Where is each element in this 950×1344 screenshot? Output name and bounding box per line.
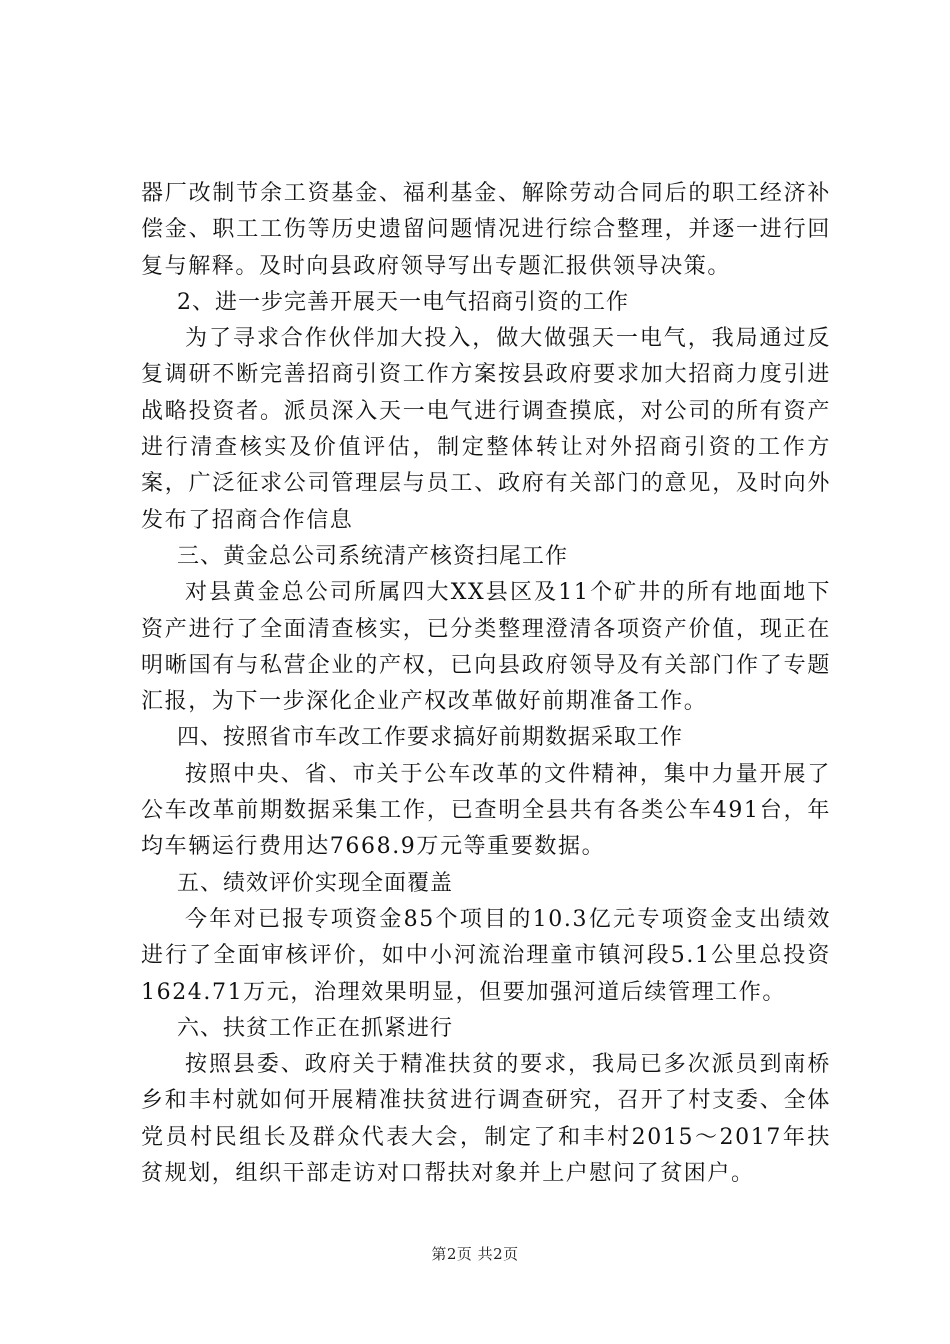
paragraph-gold-company: 对县黄金总公司所属四大XX县区及11个矿井的所有地面地下资产进行了全面清查核实，已分类整理澄清各项资产价值，现正在明晰国有与私营企业的产权，已向县政府领导及有关部门作了专题汇报，为下一步深化企业产权改革做好前期准备工作。: [141, 580, 831, 715]
section-heading-performance: 五、绩效评价实现全面覆盖: [177, 870, 454, 896]
section-heading-investment: 2、进一步完善开展天一电气招商引资的工作: [177, 289, 629, 315]
section-heading-vehicle-reform: 四、按照省市车改工作要求搞好前期数据采取工作: [177, 725, 684, 751]
paragraph-continuation: 器厂改制节余工资基金、福利基金、解除劳动合同后的职工经济补偿金、职工工伤等历史遗留问题情况进行综合整理，并逐一进行回复与解释。及时向县政府领导写出专题汇报供领导决策。: [141, 181, 831, 279]
section-heading-gold-company: 三、黄金总公司系统清产核资扫尾工作: [177, 543, 569, 569]
paragraph-vehicle-reform: 按照中央、省、市关于公车改革的文件精神，集中力量开展了公车改革前期数据采集工作，已查明全县共有各类公车491台，年均车辆运行费用达7668.9万元等重要数据。: [141, 761, 831, 860]
paragraph-performance: 今年对已报专项资金85个项目的10.3亿元专项资金支出绩效进行了全面审核评价，如中小河流治理童市镇河段5.1公里总投资1624.71万元，治理效果明显，但要加强河道后续管理工作。: [141, 906, 831, 1005]
document-body: [141, 176, 831, 1192]
section-heading-poverty: 六、扶贫工作正在抓紧进行: [177, 1015, 454, 1041]
paragraph-investment: 为了寻求合作伙伴加大投入，做大做强天一电气，我局通过反复调研不断完善招商引资工作方案按县政府要求加大招商力度引进战略投资者。派员深入天一电气进行调查摸底，对公司的所有资产进行清查核实及价值评估，制定整体转让对外招商引资的工作方案，广泛征求公司管理层与员工、政府有关部门的意见，及时向外发布了招商合作信息: [141, 326, 831, 533]
page-footer: 第2页 共2页: [431, 1245, 519, 1263]
paragraph-poverty: 按照县委、政府关于精准扶贫的要求，我局已多次派员到南桥乡和丰村就如何开展精准扶贫进行调查研究，召开了村支委、全体党员村民组长及群众代表大会，制定了和丰村2015～2017年扶贫规划，组织干部走访对口帮扶对象并上户慰问了贫困户。: [141, 1052, 831, 1187]
